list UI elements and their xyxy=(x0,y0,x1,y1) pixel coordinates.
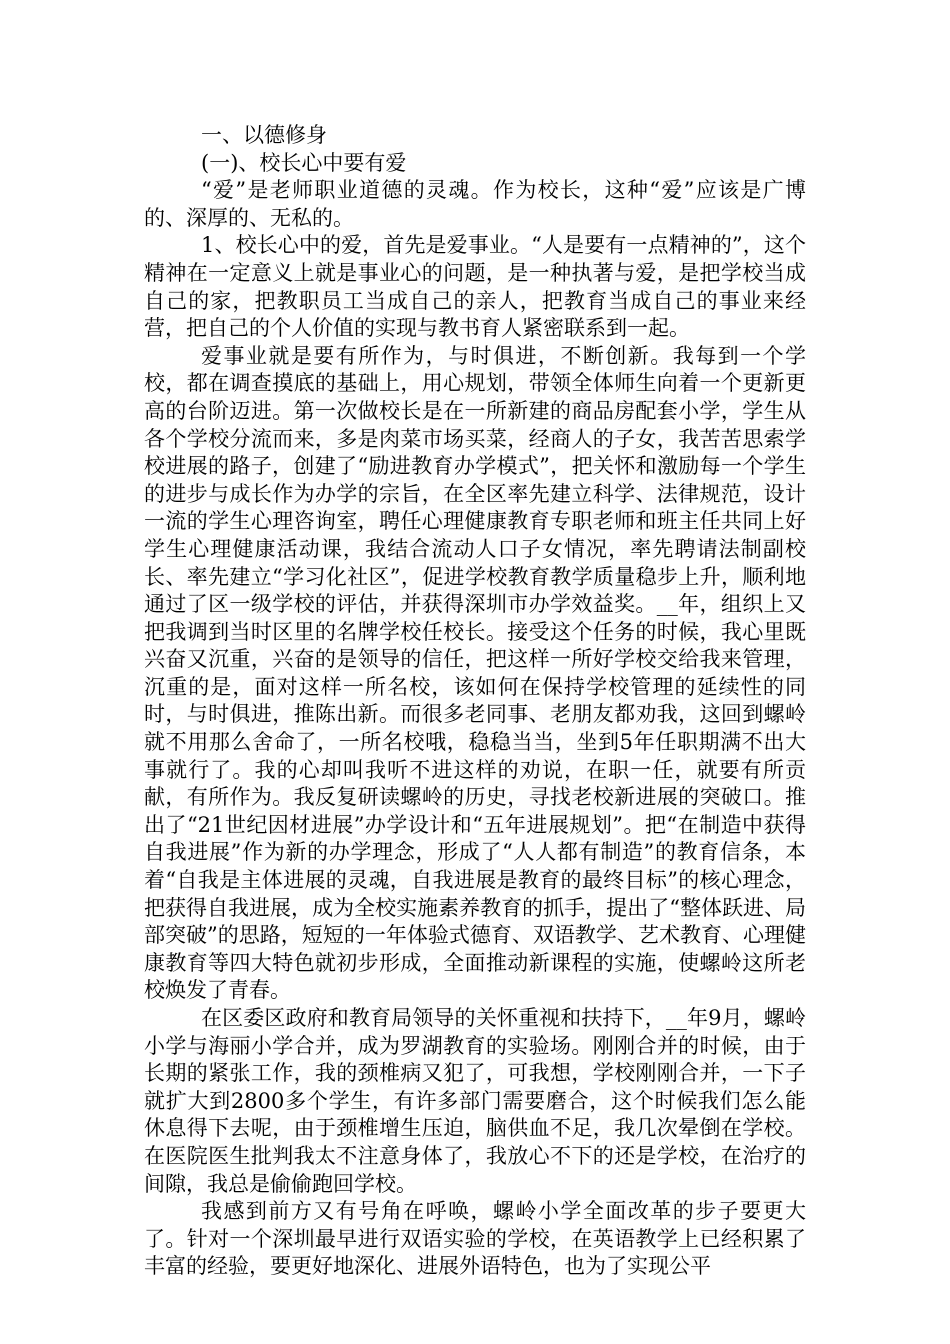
paragraph-love-career: 1、校长心中的爱，首先是爱事业。“人是要有一点精神的”，这个精神在一定意义上就是事业心的问题，是一种执著与爱，是把学校当成自己的家，把教职员工当成自己的亲人，把教育当成自己的事业来经营，把自己的个人价值的实现与教书育人紧密联系到一起。 xyxy=(144,233,806,341)
section-heading: 一、以德修身 xyxy=(201,123,327,147)
paragraph-reform: 我感到前方又有号角在呼唤，螺岭小学全面改革的步子要更大了。针对一个深圳最早进行双语实验的学校，在英语教学上已经积累了丰富的经验，要更好地深化、进展外语特色，也为了实现公平 xyxy=(144,1199,806,1279)
subsection-heading: (一)、校长心中要有爱 xyxy=(201,150,407,175)
paragraph-innovation: 爱事业就是要有所作为，与时俱进，不断创新。我每到一个学校，都在调查摸底的基础上，用心规划，带领全体师生向着一个更新更高的台阶迈进。第一次做校长是在一所新建的商品房配套小学，学生从各个学校分流而来，多是肉菜市场买菜，经商人的子女，我苦苦思索学校进展的路子，创建了“励进教育办学模式”，把关怀和激励每一个学生的进步与成长作为办学的宗旨，在全区率先建立科学、法律规范，设计一流的学生心理咨询室，聘任心理健康教育专职老师和班主任共同上好学生心理健康活动课，我结合流动人口子女情况，率先聘请法制副校长、率先建立“学习化社区”，促进学校教育教学质量稳步上升，顺利地通过了区一级学校的评估，并获得深圳市办学效益奖。__年，组织上又把我调到当时区里的名牌学校任校长。接受这个任务的时候，我心里既兴奋又沉重，兴奋的是领导的信任，把这样一所好学校交给我来管理，沉重的是，面对这样一所名校，该如何在保持学校管理的延续性的同时，与时俱进，推陈出新。而很多老同事、老朋友都劝我，这回到螺岭就不用那么舍命了，一所名校哦，稳稳当当，坐到5年任职期满不出大事就行了。我的心却叫我听不进这样的劝说，在职一任，就要有所贡献，有所作为。我反复研读螺岭的历史，寻找老校新进展的突破口。推出了“21世纪因材进展”办学设计和“五年进展规划”。把“在制造中获得自我进展”作为新的办学理念，形成了“人人都有制造”的教育信条，本着“自我是主体进展的灵魂，自我进展是教育的最终目标”的核心理念，把获得自我进展，成为全校实施素养教育的抓手，提出了“整体跃进、局部突破”的思路，短短的一年体验式德育、双语教学、艺术教育、心理健康教育等四大特色就初步形成，全面推动新课程的实施，使螺岭这所老校焕发了青春。 xyxy=(144,343,806,1003)
paragraph-intro: “爱”是老师职业道德的灵魂。作为校长，这种“爱”应该是广博的、深厚的、无私的。 xyxy=(144,178,806,230)
document-page xyxy=(144,122,806,1281)
paragraph-merger: 在区委区政府和教育局领导的关怀重视和扶持下，__年9月，螺岭小学与海丽小学合并，成为罗湖教育的实验场。刚刚合并的时候，由于长期的紧张工作，我的颈椎病又犯了，可我想，学校刚刚合并，一下子就扩大到2800多个学生，有许多部门需要磨合，这个时候我们怎么能休息得下去呢，由于颈椎增生压迫，脑供血不足，我几次晕倒在学校。在医院医生批判我太不注意身体了，我放心不下的还是学校，在治疗的间隙，我总是偷偷跑回学校。 xyxy=(144,1006,806,1196)
